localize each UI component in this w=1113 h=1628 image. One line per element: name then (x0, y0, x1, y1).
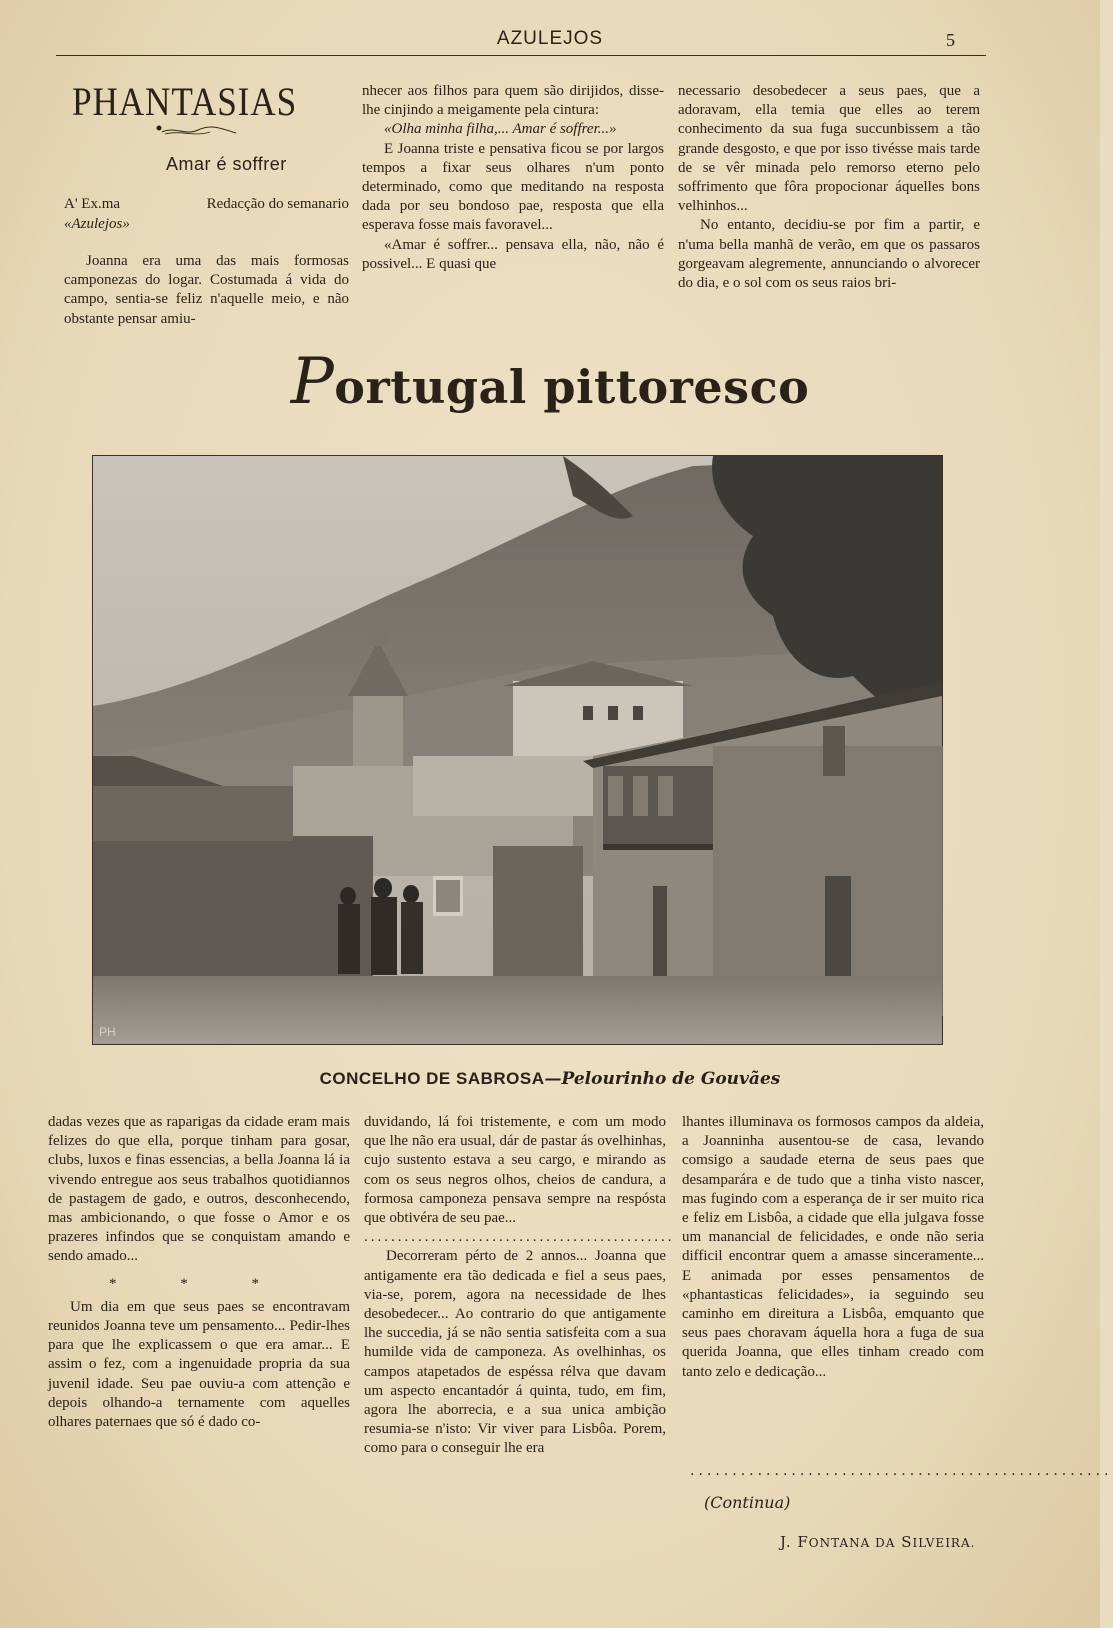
section-title: PHANTASIAS (72, 79, 298, 124)
flourish-ornament (150, 124, 240, 138)
caption-location: CONCELHO DE SABROSA (319, 1069, 545, 1088)
photo-engraver-mark: PH (99, 1025, 116, 1039)
photo-caption (0, 1069, 1100, 1089)
article2-column-2 (364, 1113, 675, 1459)
paragraph: dadas vezes que as raparigas da cidade eram mais felizes do que ella, porque tinham para gosar, clubs, luxos e finas essencias, a bella Joanna lá ia vivendo entregue aos seus trabalhos quotidiannos de pastagem de gado, e outros, desconhecendo, mas ambicionando, o que fosse o Amor e os prazeres infindos que se conquistam amando e sendo amado... (48, 1114, 350, 1265)
article1-column-1 (64, 252, 349, 329)
article-subtitle: Amar é soffrer (166, 154, 287, 174)
dedication-salutation: A' Ex.ma (64, 196, 121, 212)
paragraph: Decorreram pérto de 2 annos... Joanna que antigamente era tão dedicada e fiel a seus paes, via-se, porem, agora na necessidade de lhes desobedecer... Ao contrario do que antigamente lhe succedia, já se não sentia satisfeita com a sua humilde vida de camponeza. As ovelhinhas, os campos atapetados de espéssa rélva que davam um aspecto encantadór á quinta, tudo, em fim, agora lhe aborrecia, e a sua unica ambição resumia-se n'isto: Vir viver para Lisbôa. Porem, como para o conseguir lhe era (364, 1248, 666, 1457)
article1-column-2 (362, 82, 664, 274)
section-stars: * * * (109, 1275, 289, 1292)
masthead-title: AZULEJOS (496, 28, 604, 49)
paragraph: nhecer aos filhos para quem são dirijidos, disse-lhe cinjindo a meigamente pela cintura: (362, 83, 664, 119)
paragraph: Joanna era uma das mais formosas camponezas do logar. Costumada á vida do campo, sentia-se feliz n'aquelle meio, e não obstante pensar amiu- (64, 253, 349, 327)
paragraph: «Olha minha filha,... Amar é soffrer...» (384, 121, 617, 138)
paragraph: «Amar é soffrer... pensava ella, não, não é possivel... E quasi que (362, 236, 664, 272)
paragraph: duvidando, lá foi tristemente, e com um modo que lhe não era usual, dár de pastar ás ovelhinhas, cujo sustento estava a seu cargo, e mirando as com os seus negros olhos, cheios de candura, a formosa camponeza pensava sempre na respósta que obtivéra de seu pae... (364, 1114, 666, 1227)
author-signature: J. FONTANA DA SILVEIRA. (780, 1533, 976, 1551)
paragraph: lhantes illuminava os formosos campos da aldeia, a Joanninha ausentou-se de casa, levando comsigo a saudade eterna de seus paes que desamparára e de tudo que a tinha visto nascer, mas fugindo com a esperança de ir ser muito rica e feliz em Lisbôa, a cidade que ella julgava fosse um manancial de felicidades, e onde não seria difficil encontrar quem a amasse sinceramente... E animada por esses pensamentos de «phantasticas felicidades», ia seguindo seu caminho em direitura a Lisbôa, emquanto que seus paes choravam áquella hora a fuga de sua querida Joanna, que elles tinham creado com tanto zelo e dedicação... (682, 1114, 984, 1380)
dedication-recipient: Redacção do semanario (206, 196, 349, 212)
banner-text: ortugal pittoresco (334, 360, 810, 414)
paragraph: No entanto, decidiu-se por fim a partir, e n'uma bella manhã de verão, em que os passaros gorgeavam alegremente, annunciando o alvorecer do dia, e o sol com os seus raios bri- (678, 217, 980, 292)
village-photograph (92, 455, 943, 1045)
banner-initial: P (290, 345, 335, 419)
dedication (64, 194, 349, 234)
page-number: 5 (946, 30, 955, 50)
paragraph: necessario desobedecer a seus paes, que a adoravam, ella temia que elles ao terem conhecimento da sua fuga succunbissem a tão grande desgosto, e que por isso tivésse mais tarde de se vêr minada pelo remorso eterno pelo soffrimento que fôra propocionar áquelles bons velhinhos... (678, 83, 980, 215)
article2-column-1 (48, 1113, 350, 1432)
continued-note: (Continua) (704, 1493, 791, 1512)
header-rule (56, 55, 986, 56)
dotted-separator: .................................................. (690, 1463, 1113, 1479)
dedication-publication: «Azulejos» (64, 216, 130, 232)
dotted-separator: .............................................. (364, 1229, 675, 1246)
paragraph: Um dia em que seus paes se encontravam reunidos Joanna teve um pensamento... Pedir-lhes para que lhe explicassem o que era amar... E assim o fez, com a ingenuidade propria da sua juvenil idade. Seu pae ouviu-a com attenção e depois olhando-a ternamente com aquelles olhares paternaes que só é dado co- (48, 1298, 350, 1431)
paragraph: E Joanna triste e pensativa ficou se por largos tempos a fixar seus olhares n'um ponto determinado, como que meditando na resposta dada por seu bondoso pae, resposta que ella esperava fosse mais favoravel... (362, 140, 664, 234)
article1-column-3 (678, 82, 980, 293)
article2-column-3 (682, 1113, 984, 1382)
feature-banner (0, 345, 1100, 419)
caption-subject: —Pelourinho de Gouvães (544, 1069, 781, 1089)
